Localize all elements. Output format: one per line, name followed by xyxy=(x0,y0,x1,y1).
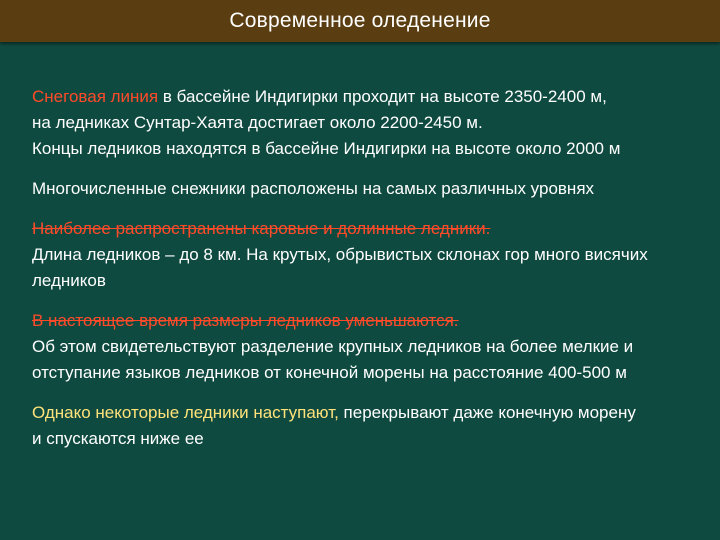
paragraph-glacier-retreat xyxy=(32,308,702,386)
title-bar xyxy=(0,0,720,42)
paragraph-line: Концы ледников находятся в бассейне Индигирки на высоте около 2000 м xyxy=(32,139,621,158)
paragraph-line xyxy=(32,84,702,110)
paragraph-line: Длина ледников – до 8 км. На крутых, обрывистых склонах гор много висячих xyxy=(32,245,648,264)
highlight-glacier-types: Наиболее распространены каровые и долинные ледники. xyxy=(32,219,491,238)
paragraph-line: и спускаются ниже ее xyxy=(32,429,204,448)
highlight-glacier-advance: Однако некоторые ледники наступают, xyxy=(32,403,339,422)
slide-title: Современное оледенение xyxy=(229,9,491,32)
slide-content xyxy=(32,84,702,452)
paragraph-snow-line xyxy=(32,84,702,162)
paragraph-line: на ледниках Сунтар-Хаята достигает около 2200-2450 м. xyxy=(32,113,483,132)
paragraph-line: Многочисленные снежники расположены на самых различных уровнях xyxy=(32,179,595,198)
paragraph-glacier-advance xyxy=(32,400,702,452)
paragraph-line: отступание языков ледников от конечной морены на расстояние 400-500 м xyxy=(32,363,627,382)
text-fragment: в бассейне Индигирки проходит на высоте 2350-2400 м, xyxy=(158,87,607,106)
paragraph-line xyxy=(32,400,702,426)
paragraph-line: Об этом свидетельствуют разделение крупных ледников на более мелкие и xyxy=(32,337,634,356)
paragraph-glacier-types xyxy=(32,216,702,294)
highlight-glacier-retreat: В настоящее время размеры ледников уменьшаются. xyxy=(32,311,459,330)
term-snow-line: Снеговая линия xyxy=(32,87,159,106)
text-fragment: перекрывают даже конечную морену xyxy=(338,403,636,422)
paragraph-snowfields xyxy=(32,176,702,202)
paragraph-line: ледников xyxy=(32,271,106,290)
